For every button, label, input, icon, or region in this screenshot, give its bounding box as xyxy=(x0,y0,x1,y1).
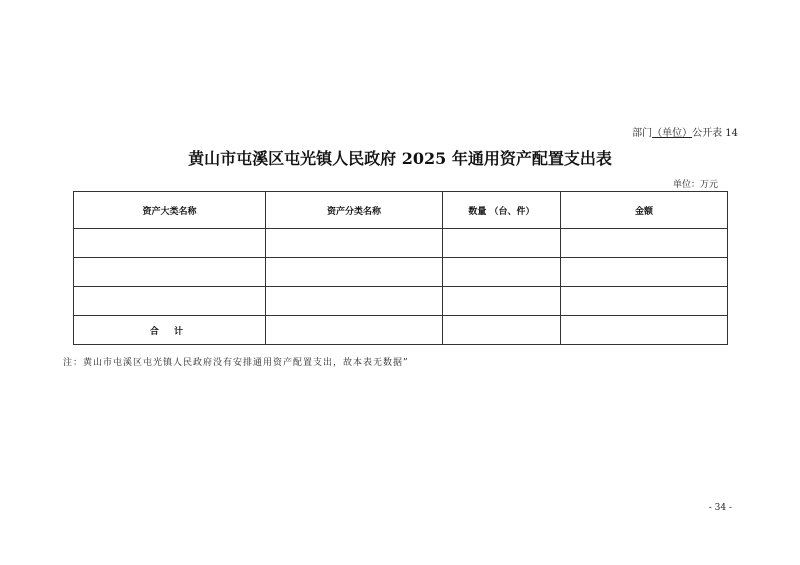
form-tag xyxy=(632,124,738,139)
header-amount: 金额 xyxy=(561,192,728,229)
table-cell xyxy=(561,287,728,316)
page-number: - 34 - xyxy=(708,503,732,513)
table-cell xyxy=(74,258,266,287)
table-cell xyxy=(443,287,561,316)
table-cell xyxy=(561,258,728,287)
table-cell xyxy=(266,316,443,345)
header-asset-class: 资产分类名称 xyxy=(266,192,443,229)
total-label: 合 计 xyxy=(74,316,266,345)
table-cell xyxy=(443,316,561,345)
form-tag-prefix: 部门 xyxy=(632,128,653,139)
table-cell xyxy=(561,229,728,258)
header-asset-category: 资产大类名称 xyxy=(74,192,266,229)
table-cell xyxy=(266,258,443,287)
asset-table xyxy=(73,191,728,345)
table-row xyxy=(74,287,728,316)
table-row xyxy=(74,229,728,258)
form-tag-unit: （单位） xyxy=(652,128,693,139)
table-cell xyxy=(74,229,266,258)
form-tag-suffix: 公开表 14 xyxy=(692,128,738,139)
table-total-row xyxy=(74,316,728,345)
table-header-row xyxy=(74,192,728,229)
unit-label: 单位：万元 xyxy=(672,180,718,190)
footnote: 注：黄山市屯溪区屯光镇人民政府没有安排通用资产配置支出，故本表无数据” xyxy=(63,358,409,368)
table-row xyxy=(74,258,728,287)
table-cell xyxy=(266,229,443,258)
table-cell xyxy=(443,258,561,287)
table-cell xyxy=(74,287,266,316)
table-cell xyxy=(561,316,728,345)
header-quantity: 数量 （台、件） xyxy=(443,192,561,229)
table-cell xyxy=(266,287,443,316)
page-title: 黄山市屯溪区屯光镇人民政府 2025 年通用资产配置支出表 xyxy=(188,149,612,168)
table-cell xyxy=(443,229,561,258)
